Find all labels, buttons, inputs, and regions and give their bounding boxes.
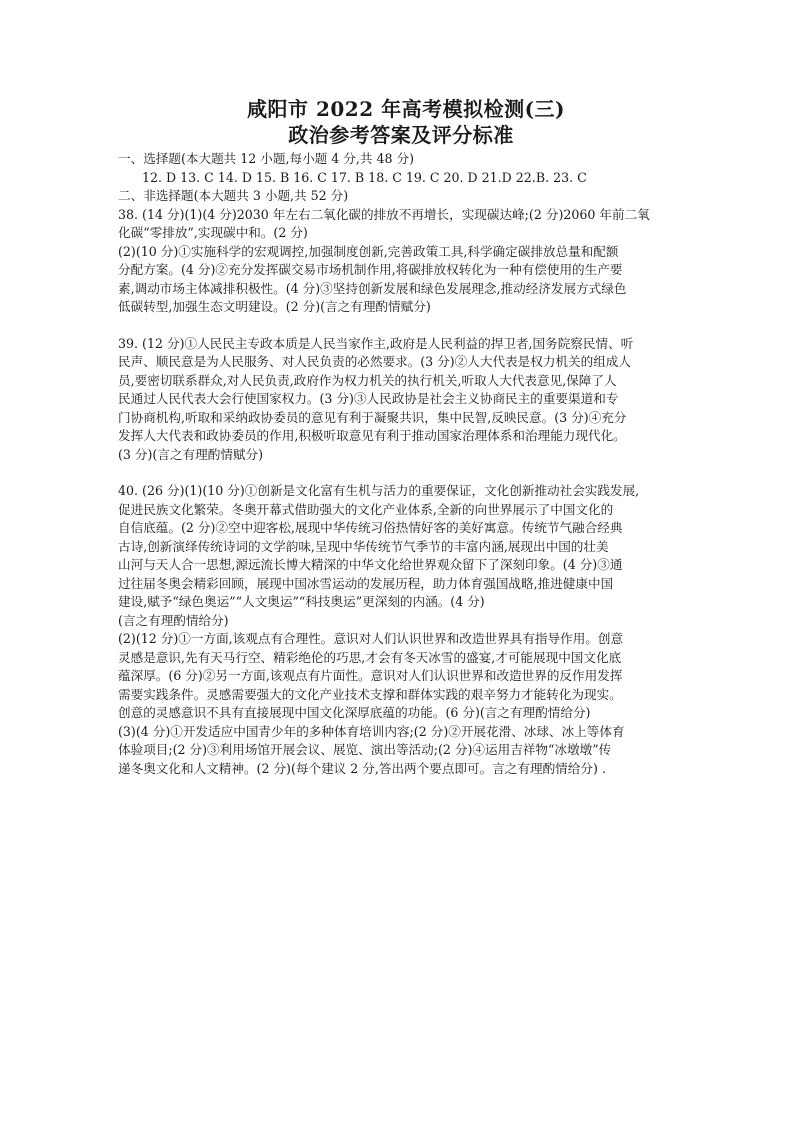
q40-line: (2)(12 分)①一方面,该观点有合理性。意识对人们认识世界和改造世界具有指导作用。创意 [118, 631, 624, 646]
q39-line: 39. (12 分)①人民民主专政本质是人民当家作主,政府是人民利益的捍卫者,国务院察民情、听 [118, 335, 634, 351]
answer-sheet [118, 96, 684, 778]
q40-line: 促进民族文化繁荣。冬奥开幕式借助强大的文化产业体系,全新的向世界展示了中国文化的 [118, 501, 614, 517]
q40-line: 蕴深厚。(6 分)②另一方面,该观点有片面性。意识对人们认识世界和改造世界的反作用发挥 [118, 668, 623, 683]
q38-line: 分配方案。(4 分)②充分发挥碳交易市场机制作用,将碳排放权转化为一种有偿使用的生产要 [118, 262, 623, 277]
q40-line: 40. (26 分)(1)(10 分)①创新是文化富有生机与活力的重要保证，文化创新推动社会实践发展, [118, 483, 640, 498]
q39-line: 民通过人民代表大会行使国家权力。(3 分)③人民政协是社会主义协商民主的重要渠道和专 [118, 391, 619, 406]
page-subtitle: 政治参考答案及评分标准 [288, 123, 514, 147]
q40-line: 过往届冬奥会精彩回顾，展现中国冰雪运动的发展历程，助力体育强国战略,推进健康中国 [118, 575, 614, 591]
paragraph-gap [118, 464, 684, 482]
page-title: 咸阳市 2022 年高考模拟检测(三) [246, 97, 565, 121]
q40-line: (言之有理酌情给分) [118, 612, 229, 628]
q40-line: 创意的灵感意识不具有直接展现中国文化深厚底蕴的功能。(6 分)(言之有理酌情给分) [118, 705, 591, 720]
q40-line: 需要实践条件。灵感需要强大的文化产业技术支撑和群体实践的艰辛努力才能转化为现实。 [118, 686, 622, 702]
section-heading-choice: 一、选择题(本大题共 12 小题,每小题 4 分,共 48 分) [118, 151, 415, 166]
q40-line: 递冬奥文化和人文精神。(2 分)(每个建议 2 分,答出两个要点即可。言之有理酌情给分) . [118, 760, 606, 776]
q38-line: 低碳转型,加强生态文明建设。(2 分)(言之有理酌情赋分) [118, 299, 431, 314]
q39-line: 员,要密切联系群众,对人民负责,政府作为权力机关的执行机关,听取人大代表意见,保障了人 [118, 372, 617, 388]
section-heading-nonchoice: 二、非选择题(本大题共 3 小题,共 52 分) [118, 188, 349, 203]
paragraph-gap [118, 317, 684, 335]
q39-line: 发挥人大代表和政协委员的作用,积极听取意见有利于推动国家治理体系和治理能力现代化。 [118, 428, 626, 443]
q38-line: 素,调动市场主体减排积极性。(4 分)③坚持创新发展和绿色发展理念,推动经济发展方式绿色 [118, 280, 627, 296]
q39-line: 门协商机构,听取和采纳政协委员的意见有利于凝聚共识，集中民智,反映民意。(3 分)④充分 [118, 409, 627, 425]
q38-line: (2)(10 分)①实施科学的宏观调控,加强制度创新,完善政策工具,科学确定碳排放总量和配额 [118, 243, 619, 259]
q39-line: 民声、顺民意是为人民服务、对人民负责的必然要求。(3 分)②人大代表是权力机关的组成人 [118, 354, 631, 369]
q40-line: 体验项目;(2 分)③利用场馆开展会议、展览、演出等活动;(2 分)④运用吉祥物“冰墩墩”传 [118, 742, 612, 757]
q39-line: (3 分)(言之有理酌情赋分) [118, 446, 264, 462]
q38-line: 化碳“零排放”,实现碳中和。(2 分) [118, 225, 308, 240]
q40-line: 古诗,创新演绎传统诗词的文学韵味,呈现中华传统节气季节的丰富内涵,展现出中国的壮美 [118, 538, 609, 554]
q40-line: 建设,赋予“绿色奥运”“人文奥运”“科技奥运”更深刻的内涵。(4 分) [118, 594, 485, 609]
q40-line: 灵感是意识,先有天马行空、精彩绝伦的巧思,才会有冬天冰雪的盛宴,才可能展现中国文化底 [118, 649, 622, 665]
q40-line: 自信底蕴。(2 分)②空中迎客松,展现中华传统习俗热情好客的美好寓意。传统节气融合经典 [118, 520, 623, 535]
q40-line: (3)(4 分)①开发适应中国青少年的多种体育培训内容;(2 分)②开展花滑、冰球、冰上等体育 [118, 723, 625, 739]
answer-body [118, 150, 684, 778]
choice-answers: 12. D 13. C 14. D 15. B 16. C 17. B 18. C 19. C 20. D 21.D 22.B. 23. C [142, 169, 587, 185]
q40-line: 山河与天人合一思想,源远流长博大精深的中华文化给世界观众留下了深刻印象。(4 分)③通 [118, 557, 623, 572]
q38-line: 38. (14 分)(1)(4 分)2030 年左右二氧化碳的排放不再增长，实现碳达峰;(2 分)2060 年前二氧 [118, 206, 650, 222]
